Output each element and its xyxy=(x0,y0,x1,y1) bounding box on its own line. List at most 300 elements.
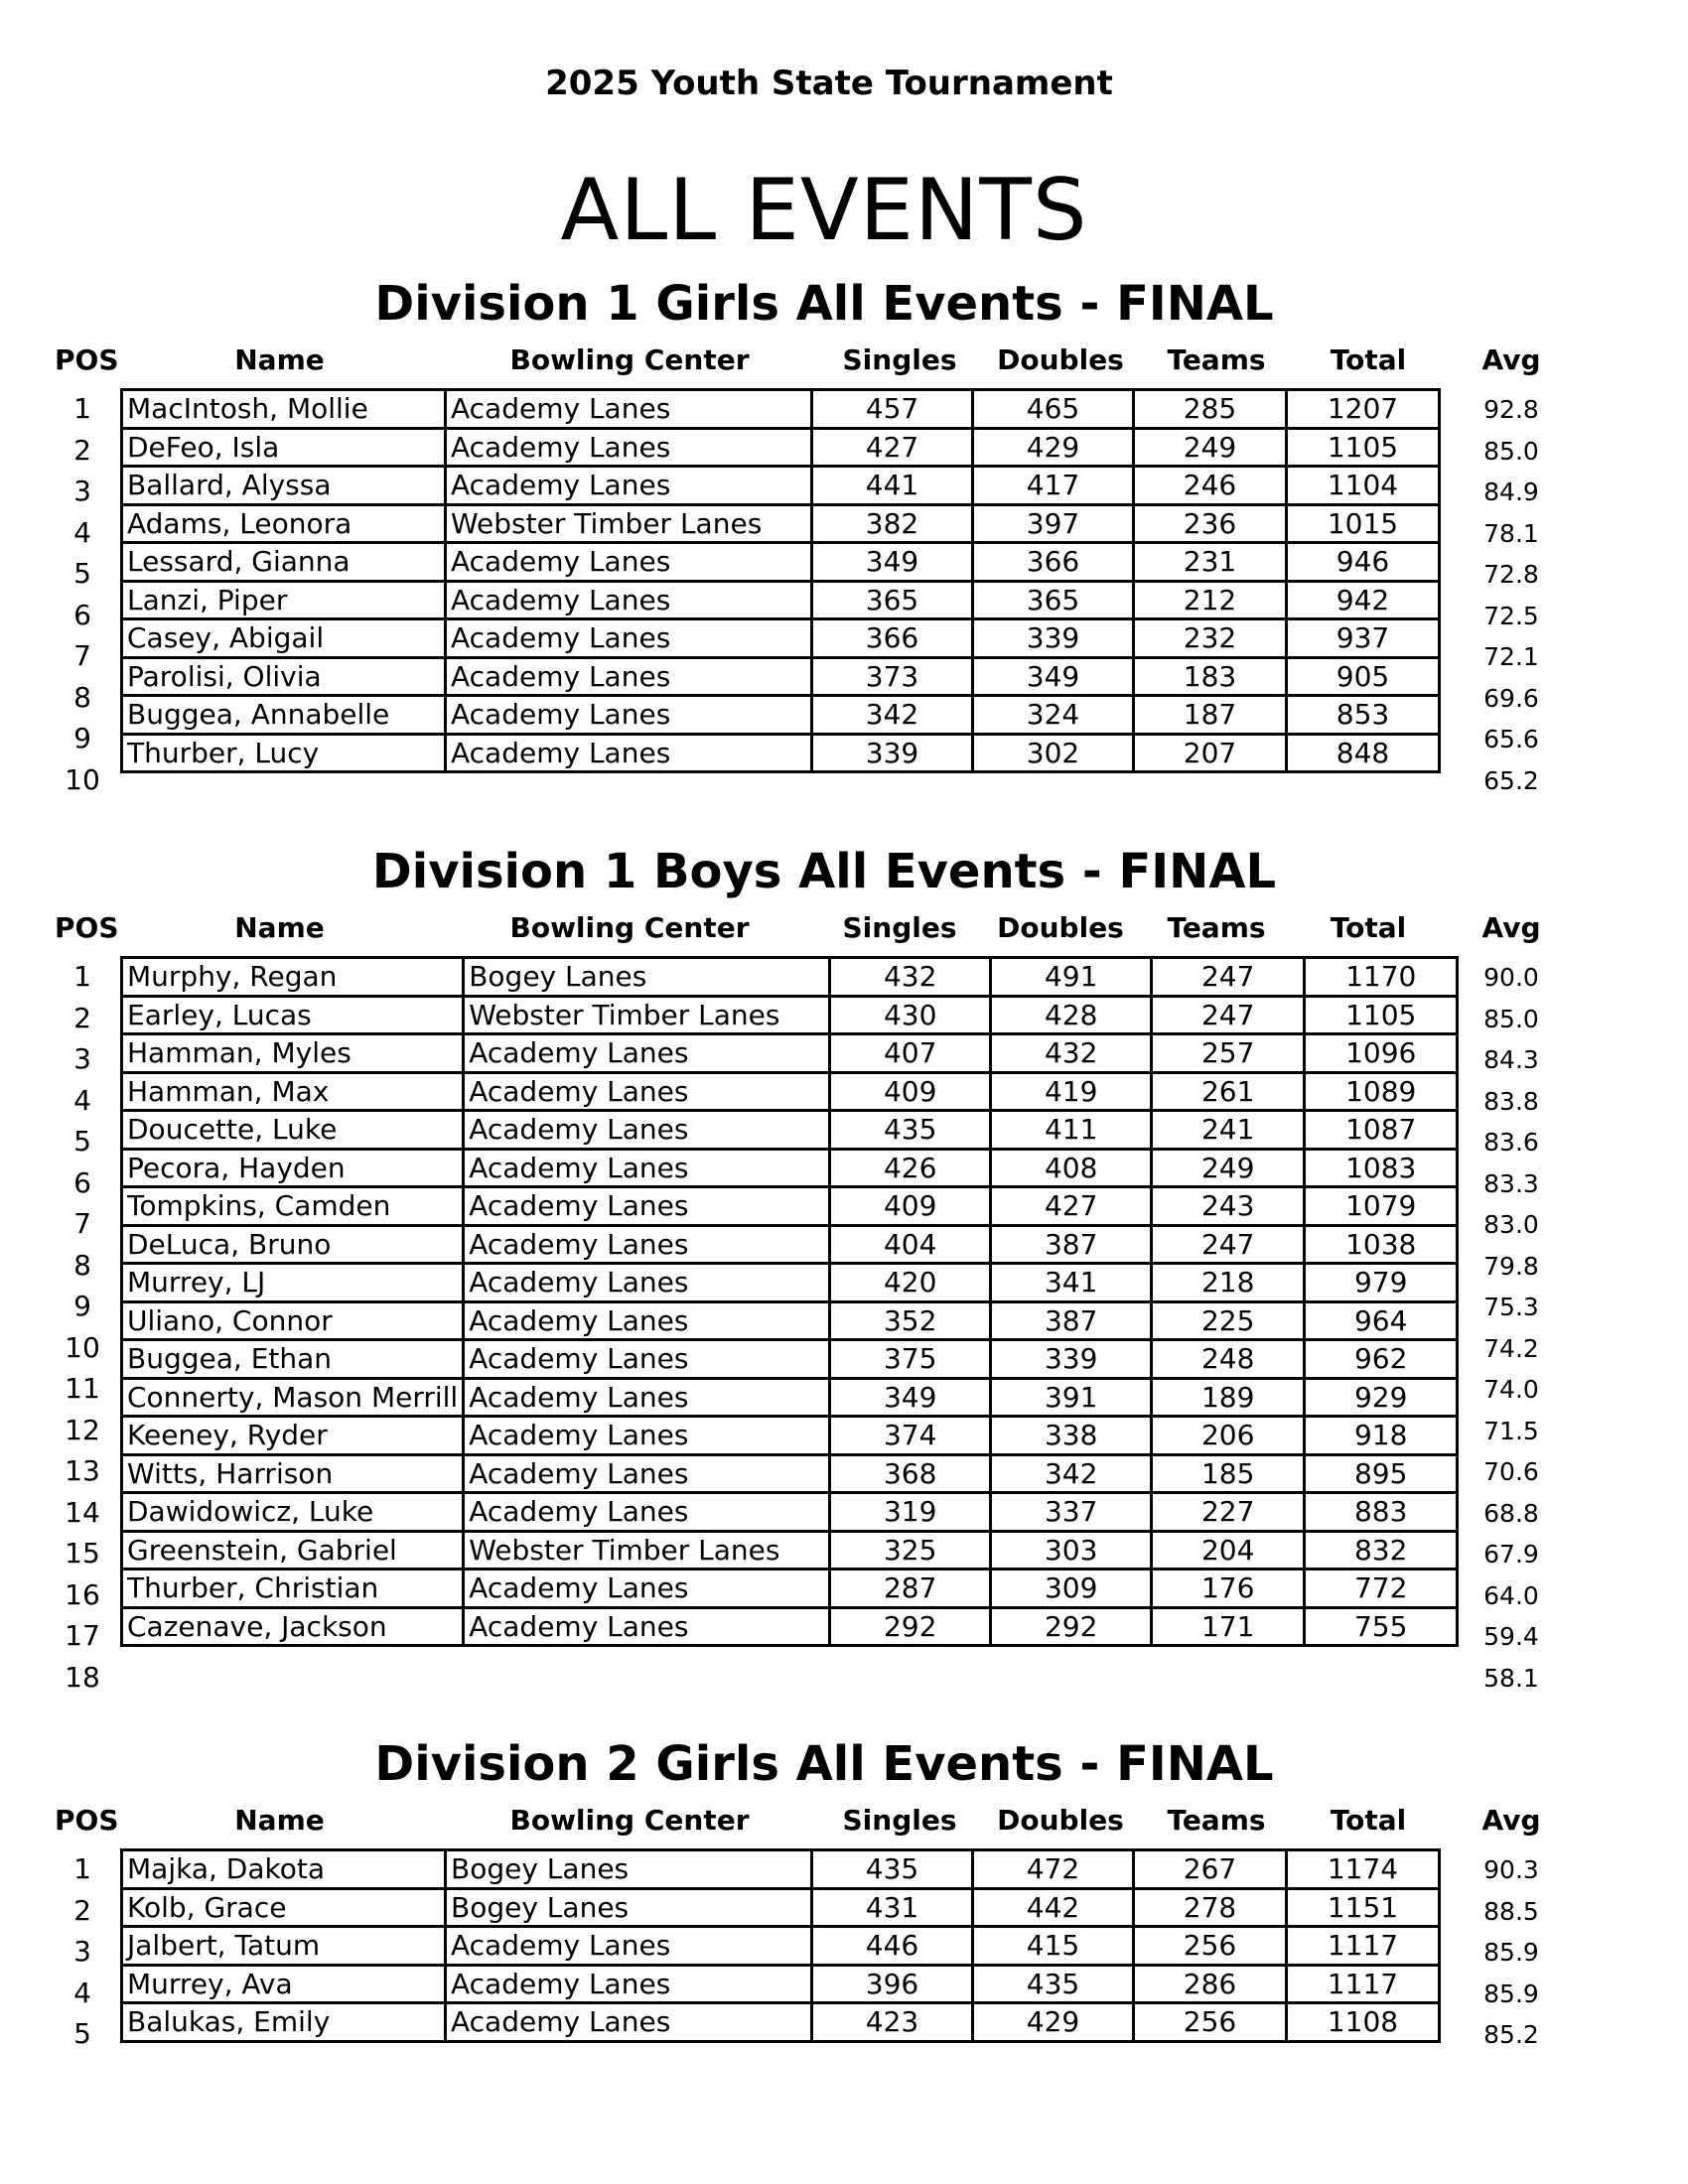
center-cell: Academy Lanes xyxy=(464,1187,830,1226)
teams-cell: 183 xyxy=(1134,657,1287,696)
position-cell: 9 xyxy=(73,1290,91,1322)
doubles-cell: 387 xyxy=(991,1301,1152,1340)
doubles-cell: 491 xyxy=(991,958,1152,997)
singles-cell: 407 xyxy=(830,1034,991,1073)
teams-cell: 176 xyxy=(1152,1570,1305,1608)
total-cell: 853 xyxy=(1287,696,1440,735)
teams-cell: 212 xyxy=(1134,581,1287,619)
position-cell: 12 xyxy=(65,1413,100,1446)
table-row xyxy=(122,1417,1458,1455)
teams-cell: 247 xyxy=(1152,996,1305,1034)
center-cell: Academy Lanes xyxy=(464,1264,830,1302)
doubles-cell: 338 xyxy=(991,1417,1152,1455)
name-cell: Lanzi, Piper xyxy=(122,581,446,619)
singles-cell: 352 xyxy=(830,1301,991,1340)
teams-cell: 256 xyxy=(1134,1927,1287,1966)
teams-cell: 185 xyxy=(1152,1454,1305,1493)
doubles-cell: 324 xyxy=(973,696,1134,735)
position-cell: 14 xyxy=(65,1495,100,1529)
teams-cell: 261 xyxy=(1152,1072,1305,1111)
total-cell: 1079 xyxy=(1305,1187,1458,1226)
doubles-cell: 302 xyxy=(973,734,1134,772)
section-title: Division 2 Girls All Events - FINAL xyxy=(374,1736,1274,1792)
singles-cell: 374 xyxy=(830,1417,991,1455)
table-row xyxy=(122,1034,1458,1073)
doubles-cell: 309 xyxy=(991,1570,1152,1608)
center-cell: Webster Timber Lanes xyxy=(464,1531,830,1570)
average-cell: 85.9 xyxy=(1483,1979,1539,2008)
table-row xyxy=(122,1531,1458,1570)
singles-cell: 375 xyxy=(830,1340,991,1379)
singles-cell: 431 xyxy=(812,1888,973,1927)
teams-cell: 248 xyxy=(1152,1340,1305,1379)
doubles-cell: 415 xyxy=(973,1927,1134,1966)
position-cell: 9 xyxy=(73,722,91,754)
column-header-avg: Avg xyxy=(1481,343,1541,376)
name-cell: Keeney, Ryder xyxy=(122,1417,464,1455)
table-row xyxy=(122,1927,1440,1966)
singles-cell: 420 xyxy=(830,1264,991,1302)
singles-cell: 368 xyxy=(830,1454,991,1493)
doubles-cell: 428 xyxy=(991,996,1152,1034)
teams-cell: 256 xyxy=(1134,2003,1287,2042)
average-cell: 79.8 xyxy=(1483,1251,1539,1281)
position-cell: 7 xyxy=(73,1207,91,1240)
singles-cell: 396 xyxy=(812,1965,973,2003)
total-cell: 979 xyxy=(1305,1264,1458,1302)
column-header-name: Name xyxy=(234,343,325,376)
name-cell: Uliano, Connor xyxy=(122,1301,464,1340)
average-cell: 70.6 xyxy=(1483,1457,1539,1486)
position-cell: 5 xyxy=(73,557,91,590)
name-cell: Thurber, Christian xyxy=(122,1570,464,1608)
center-cell: Academy Lanes xyxy=(464,1111,830,1150)
teams-cell: 285 xyxy=(1134,390,1287,429)
total-cell: 1087 xyxy=(1305,1111,1458,1150)
total-cell: 946 xyxy=(1287,543,1440,582)
doubles-cell: 349 xyxy=(973,657,1134,696)
center-cell: Academy Lanes xyxy=(464,1607,830,1646)
teams-cell: 225 xyxy=(1152,1301,1305,1340)
total-cell: 772 xyxy=(1305,1570,1458,1608)
center-cell: Academy Lanes xyxy=(446,619,812,658)
teams-cell: 286 xyxy=(1134,1965,1287,2003)
column-header-center: Bowling Center xyxy=(509,911,750,944)
tournament-title: 2025 Youth State Tournament xyxy=(545,64,1113,103)
column-header-center: Bowling Center xyxy=(509,1804,750,1837)
average-cell: 83.0 xyxy=(1483,1210,1539,1239)
table-row xyxy=(122,1570,1458,1608)
table-row xyxy=(122,581,1440,619)
position-cell: 4 xyxy=(73,1083,91,1117)
average-cell: 83.8 xyxy=(1483,1086,1539,1116)
total-cell: 1108 xyxy=(1287,2003,1440,2042)
center-cell: Academy Lanes xyxy=(446,657,812,696)
average-cell: 88.5 xyxy=(1483,1896,1539,1926)
name-cell: DeLuca, Bruno xyxy=(122,1225,464,1264)
doubles-cell: 339 xyxy=(973,619,1134,658)
position-cell: 10 xyxy=(65,1330,100,1364)
name-cell: Majka, Dakota xyxy=(122,1850,446,1889)
teams-cell: 171 xyxy=(1152,1607,1305,1646)
teams-cell: 249 xyxy=(1134,428,1287,467)
center-cell: Academy Lanes xyxy=(464,1570,830,1608)
name-cell: Doucette, Luke xyxy=(122,1111,464,1150)
table-row xyxy=(122,504,1440,543)
name-cell: Hamman, Max xyxy=(122,1072,464,1111)
doubles-cell: 472 xyxy=(973,1850,1134,1889)
average-cell: 90.0 xyxy=(1483,963,1539,992)
table-row xyxy=(122,1454,1458,1493)
doubles-cell: 397 xyxy=(973,504,1134,543)
singles-cell: 349 xyxy=(830,1378,991,1417)
average-cell: 84.9 xyxy=(1483,478,1539,506)
average-cell: 67.9 xyxy=(1483,1540,1539,1569)
doubles-cell: 387 xyxy=(991,1225,1152,1264)
singles-cell: 325 xyxy=(830,1531,991,1570)
name-cell: Balukas, Emily xyxy=(122,2003,446,2042)
column-header-doubles: Doubles xyxy=(997,911,1124,944)
doubles-cell: 432 xyxy=(991,1034,1152,1073)
name-cell: DeFeo, Isla xyxy=(122,428,446,467)
table-row xyxy=(122,1493,1458,1532)
doubles-cell: 429 xyxy=(973,2003,1134,2042)
average-cell: 59.4 xyxy=(1483,1622,1539,1651)
center-cell: Webster Timber Lanes xyxy=(464,996,830,1034)
total-cell: 1207 xyxy=(1287,390,1440,429)
average-cell: 75.3 xyxy=(1483,1293,1539,1321)
total-cell: 942 xyxy=(1287,581,1440,619)
center-cell: Academy Lanes xyxy=(464,1072,830,1111)
column-header-avg: Avg xyxy=(1481,1804,1541,1837)
singles-cell: 426 xyxy=(830,1149,991,1187)
table-row xyxy=(122,428,1440,467)
table-row xyxy=(122,696,1440,735)
singles-cell: 435 xyxy=(830,1111,991,1150)
average-cell: 84.3 xyxy=(1483,1045,1539,1074)
name-cell: Parolisi, Olivia xyxy=(122,657,446,696)
singles-cell: 423 xyxy=(812,2003,973,2042)
singles-cell: 365 xyxy=(812,581,973,619)
name-cell: Buggea, Annabelle xyxy=(122,696,446,735)
average-cell: 58.1 xyxy=(1483,1663,1539,1693)
name-cell: Buggea, Ethan xyxy=(122,1340,464,1379)
teams-cell: 243 xyxy=(1152,1187,1305,1226)
position-cell: 4 xyxy=(73,1976,91,2009)
singles-cell: 382 xyxy=(812,504,973,543)
table-row xyxy=(122,390,1440,429)
name-cell: Pecora, Hayden xyxy=(122,1149,464,1187)
doubles-cell: 408 xyxy=(991,1149,1152,1187)
position-cell: 2 xyxy=(73,1001,91,1034)
results-table xyxy=(120,388,1441,773)
center-cell: Academy Lanes xyxy=(446,581,812,619)
position-cell: 8 xyxy=(73,680,91,714)
position-cell: 3 xyxy=(73,475,91,507)
average-cell: 92.8 xyxy=(1483,395,1539,424)
position-cell: 15 xyxy=(65,1537,100,1570)
center-cell: Academy Lanes xyxy=(446,734,812,772)
total-cell: 883 xyxy=(1305,1493,1458,1532)
position-cell: 8 xyxy=(73,1248,91,1282)
position-cell: 16 xyxy=(65,1577,100,1611)
doubles-cell: 419 xyxy=(991,1072,1152,1111)
table-row xyxy=(122,543,1440,582)
column-header-pos: POS xyxy=(55,343,119,376)
column-header-singles: Singles xyxy=(842,343,957,376)
position-cell: 17 xyxy=(65,1619,100,1652)
table-row xyxy=(122,1340,1458,1379)
average-cell: 83.3 xyxy=(1483,1168,1539,1198)
teams-cell: 232 xyxy=(1134,619,1287,658)
doubles-cell: 442 xyxy=(973,1888,1134,1927)
total-cell: 1038 xyxy=(1305,1225,1458,1264)
total-cell: 1174 xyxy=(1287,1850,1440,1889)
center-cell: Academy Lanes xyxy=(464,1034,830,1073)
singles-cell: 409 xyxy=(830,1187,991,1226)
column-header-singles: Singles xyxy=(842,911,957,944)
doubles-cell: 303 xyxy=(991,1531,1152,1570)
position-cell: 2 xyxy=(73,1893,91,1927)
singles-cell: 441 xyxy=(812,467,973,505)
table-row xyxy=(122,1888,1440,1927)
position-cell: 6 xyxy=(73,1165,91,1199)
name-cell: Jalbert, Tatum xyxy=(122,1927,446,1966)
total-cell: 1105 xyxy=(1305,996,1458,1034)
center-cell: Academy Lanes xyxy=(446,467,812,505)
column-header-teams: Teams xyxy=(1167,911,1266,944)
center-cell: Academy Lanes xyxy=(464,1417,830,1455)
name-cell: Murrey, LJ xyxy=(122,1264,464,1302)
total-cell: 1151 xyxy=(1287,1888,1440,1927)
name-cell: Ballard, Alyssa xyxy=(122,467,446,505)
results-table xyxy=(120,956,1459,1647)
teams-cell: 249 xyxy=(1152,1149,1305,1187)
name-cell: MacIntosh, Mollie xyxy=(122,390,446,429)
name-cell: Connerty, Mason Merrill xyxy=(122,1378,464,1417)
column-header-total: Total xyxy=(1330,911,1407,944)
total-cell: 1104 xyxy=(1287,467,1440,505)
doubles-cell: 292 xyxy=(991,1607,1152,1646)
table-row xyxy=(122,1225,1458,1264)
singles-cell: 409 xyxy=(830,1072,991,1111)
average-cell: 83.6 xyxy=(1483,1128,1539,1157)
average-cell: 72.5 xyxy=(1483,601,1539,630)
teams-cell: 241 xyxy=(1152,1111,1305,1150)
total-cell: 1096 xyxy=(1305,1034,1458,1073)
teams-cell: 227 xyxy=(1152,1493,1305,1532)
doubles-cell: 365 xyxy=(973,581,1134,619)
name-cell: Casey, Abigail xyxy=(122,619,446,658)
singles-cell: 404 xyxy=(830,1225,991,1264)
doubles-cell: 366 xyxy=(973,543,1134,582)
name-cell: Murphy, Regan xyxy=(122,958,464,997)
table-row xyxy=(122,1850,1440,1889)
doubles-cell: 429 xyxy=(973,428,1134,467)
singles-cell: 339 xyxy=(812,734,973,772)
total-cell: 962 xyxy=(1305,1340,1458,1379)
column-header-pos: POS xyxy=(55,1804,119,1837)
center-cell: Bogey Lanes xyxy=(446,1888,812,1927)
singles-cell: 349 xyxy=(812,543,973,582)
teams-cell: 257 xyxy=(1152,1034,1305,1073)
table-row xyxy=(122,467,1440,505)
name-cell: Kolb, Grace xyxy=(122,1888,446,1927)
average-cell: 85.0 xyxy=(1483,1004,1539,1033)
total-cell: 1083 xyxy=(1305,1149,1458,1187)
center-cell: Academy Lanes xyxy=(446,428,812,467)
position-cell: 2 xyxy=(73,433,91,467)
total-cell: 1015 xyxy=(1287,504,1440,543)
position-cell: 3 xyxy=(73,1042,91,1075)
total-cell: 937 xyxy=(1287,619,1440,658)
total-cell: 848 xyxy=(1287,734,1440,772)
singles-cell: 446 xyxy=(812,1927,973,1966)
average-cell: 68.8 xyxy=(1483,1498,1539,1528)
results-table xyxy=(120,1848,1441,2043)
position-cell: 11 xyxy=(65,1372,100,1405)
name-cell: Tompkins, Camden xyxy=(122,1187,464,1226)
doubles-cell: 411 xyxy=(991,1111,1152,1150)
teams-cell: 267 xyxy=(1134,1850,1287,1889)
table-row xyxy=(122,1607,1458,1646)
name-cell: Adams, Leonora xyxy=(122,504,446,543)
singles-cell: 430 xyxy=(830,996,991,1034)
center-cell: Academy Lanes xyxy=(464,1493,830,1532)
position-cell: 1 xyxy=(73,1852,91,1885)
teams-cell: 247 xyxy=(1152,1225,1305,1264)
average-cell: 69.6 xyxy=(1483,683,1539,713)
total-cell: 895 xyxy=(1305,1454,1458,1493)
center-cell: Academy Lanes xyxy=(464,1301,830,1340)
column-header-total: Total xyxy=(1330,343,1407,376)
teams-cell: 247 xyxy=(1152,958,1305,997)
name-cell: Lessard, Gianna xyxy=(122,543,446,582)
teams-cell: 236 xyxy=(1134,504,1287,543)
doubles-cell: 337 xyxy=(991,1493,1152,1532)
doubles-cell: 435 xyxy=(973,1965,1134,2003)
table-row xyxy=(122,996,1458,1034)
average-cell: 72.1 xyxy=(1483,642,1539,671)
center-cell: Academy Lanes xyxy=(464,1225,830,1264)
singles-cell: 432 xyxy=(830,958,991,997)
position-cell: 13 xyxy=(65,1454,100,1487)
singles-cell: 319 xyxy=(830,1493,991,1532)
table-row xyxy=(122,958,1458,997)
total-cell: 929 xyxy=(1305,1378,1458,1417)
center-cell: Academy Lanes xyxy=(464,1340,830,1379)
total-cell: 832 xyxy=(1305,1531,1458,1570)
teams-cell: 207 xyxy=(1134,734,1287,772)
average-cell: 71.5 xyxy=(1483,1416,1539,1445)
total-cell: 1170 xyxy=(1305,958,1458,997)
teams-cell: 187 xyxy=(1134,696,1287,735)
average-cell: 72.8 xyxy=(1483,560,1539,589)
total-cell: 918 xyxy=(1305,1417,1458,1455)
doubles-cell: 341 xyxy=(991,1264,1152,1302)
center-cell: Bogey Lanes xyxy=(464,958,830,997)
singles-cell: 457 xyxy=(812,390,973,429)
name-cell: Murrey, Ava xyxy=(122,1965,446,2003)
column-header-teams: Teams xyxy=(1167,343,1266,376)
center-cell: Webster Timber Lanes xyxy=(446,504,812,543)
table-row xyxy=(122,1149,1458,1187)
average-cell: 64.0 xyxy=(1483,1580,1539,1610)
average-cell: 74.2 xyxy=(1483,1333,1539,1363)
page-title: ALL EVENTS xyxy=(560,161,1088,260)
teams-cell: 189 xyxy=(1152,1378,1305,1417)
center-cell: Bogey Lanes xyxy=(446,1850,812,1889)
name-cell: Witts, Harrison xyxy=(122,1454,464,1493)
table-row xyxy=(122,1072,1458,1111)
column-header-teams: Teams xyxy=(1167,1804,1266,1837)
singles-cell: 373 xyxy=(812,657,973,696)
center-cell: Academy Lanes xyxy=(446,1927,812,1966)
column-header-pos: POS xyxy=(55,911,119,944)
total-cell: 905 xyxy=(1287,657,1440,696)
doubles-cell: 391 xyxy=(991,1378,1152,1417)
table-row xyxy=(122,1111,1458,1150)
teams-cell: 278 xyxy=(1134,1888,1287,1927)
center-cell: Academy Lanes xyxy=(464,1378,830,1417)
table-row xyxy=(122,1264,1458,1302)
column-header-singles: Singles xyxy=(842,1804,957,1837)
center-cell: Academy Lanes xyxy=(446,390,812,429)
doubles-cell: 339 xyxy=(991,1340,1152,1379)
table-row xyxy=(122,619,1440,658)
column-header-total: Total xyxy=(1330,1804,1407,1837)
table-row xyxy=(122,657,1440,696)
table-row xyxy=(122,1378,1458,1417)
column-header-name: Name xyxy=(234,911,325,944)
total-cell: 1105 xyxy=(1287,428,1440,467)
center-cell: Academy Lanes xyxy=(446,1965,812,2003)
column-header-center: Bowling Center xyxy=(509,343,750,376)
table-row xyxy=(122,1965,1440,2003)
average-cell: 90.3 xyxy=(1483,1855,1539,1884)
section-title: Division 1 Boys All Events - FINAL xyxy=(371,844,1277,899)
position-cell: 5 xyxy=(73,2017,91,2050)
doubles-cell: 417 xyxy=(973,467,1134,505)
table-row xyxy=(122,1187,1458,1226)
doubles-cell: 427 xyxy=(991,1187,1152,1226)
name-cell: Thurber, Lucy xyxy=(122,734,446,772)
total-cell: 1117 xyxy=(1287,1927,1440,1966)
position-cell: 1 xyxy=(73,960,91,993)
average-cell: 65.6 xyxy=(1483,725,1539,753)
table-row xyxy=(122,734,1440,772)
center-cell: Academy Lanes xyxy=(446,2003,812,2042)
teams-cell: 246 xyxy=(1134,467,1287,505)
average-cell: 85.0 xyxy=(1483,436,1539,466)
center-cell: Academy Lanes xyxy=(464,1149,830,1187)
average-cell: 85.9 xyxy=(1483,1938,1539,1967)
center-cell: Academy Lanes xyxy=(446,696,812,735)
teams-cell: 204 xyxy=(1152,1531,1305,1570)
name-cell: Hamman, Myles xyxy=(122,1034,464,1073)
total-cell: 1117 xyxy=(1287,1965,1440,2003)
column-header-doubles: Doubles xyxy=(997,343,1124,376)
column-header-avg: Avg xyxy=(1481,911,1541,944)
teams-cell: 231 xyxy=(1134,543,1287,582)
position-cell: 3 xyxy=(73,1935,91,1968)
center-cell: Academy Lanes xyxy=(464,1454,830,1493)
name-cell: Cazenave, Jackson xyxy=(122,1607,464,1646)
total-cell: 755 xyxy=(1305,1607,1458,1646)
average-cell: 65.2 xyxy=(1483,765,1539,795)
average-cell: 85.2 xyxy=(1483,2020,1539,2049)
total-cell: 964 xyxy=(1305,1301,1458,1340)
